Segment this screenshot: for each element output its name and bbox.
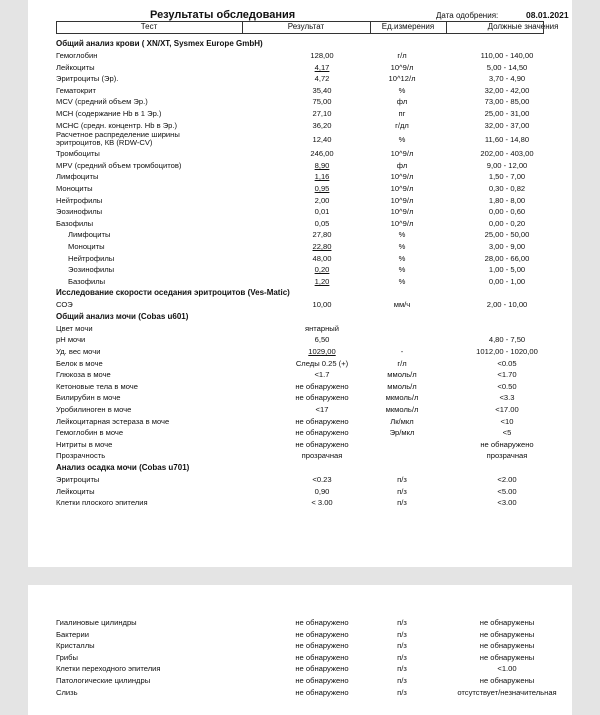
unit-value: ммоль/л bbox=[387, 370, 417, 380]
table-row bbox=[56, 62, 544, 74]
test-name: Эритроциты (Эр). bbox=[56, 74, 119, 84]
test-name: Прозрачность bbox=[56, 451, 106, 461]
reference-range: 73,00 - 85,00 bbox=[484, 97, 530, 107]
test-name: Слизь bbox=[56, 687, 78, 697]
table-row bbox=[56, 450, 544, 462]
test-name: Нейтрофилы bbox=[68, 253, 115, 263]
unit-value: п/з bbox=[397, 475, 407, 484]
col-divider bbox=[56, 22, 57, 33]
test-name: Белок в моче bbox=[56, 358, 103, 368]
test-name: Уробилиноген в моче bbox=[56, 405, 132, 415]
table-row bbox=[56, 652, 544, 664]
unit-value: п/з bbox=[397, 675, 407, 685]
reference-range: 5,00 - 14,50 bbox=[486, 62, 528, 72]
unit-value: 10^9/л bbox=[390, 218, 414, 228]
result-value: 0,05 bbox=[314, 218, 330, 228]
table-row bbox=[56, 392, 544, 404]
table-row bbox=[56, 108, 544, 120]
header-bottom-rule bbox=[56, 33, 544, 34]
reference-range: 0,00 - 0,20 bbox=[488, 218, 526, 228]
reference-range: <1.00 bbox=[497, 664, 517, 674]
table-row bbox=[56, 640, 544, 652]
unit-value: 10^9/л bbox=[390, 172, 414, 182]
unit-value: 10^9/л bbox=[390, 62, 414, 72]
unit-value: п/з bbox=[397, 687, 407, 697]
unit-value: Лк/мкл bbox=[390, 416, 414, 426]
unit-value: Эр/мкл bbox=[389, 428, 415, 438]
result-value: 8,90 bbox=[314, 160, 330, 170]
reference-range: <1.70 bbox=[497, 370, 517, 380]
approval-date-label: Дата одобрения: bbox=[436, 11, 499, 20]
result-value: не обнаружено bbox=[295, 629, 349, 639]
test-name: pH мочи bbox=[56, 335, 86, 345]
reference-range: <0.05 bbox=[497, 358, 517, 368]
reference-range: 9,00 - 12,00 bbox=[486, 160, 528, 170]
reference-range: не обнаружены bbox=[479, 675, 535, 685]
reference-range: 1,80 - 8,00 bbox=[488, 195, 526, 205]
table-row bbox=[56, 663, 544, 675]
result-value: не обнаружено bbox=[295, 618, 349, 627]
test-name: Гиалиновые цилиндры bbox=[56, 618, 137, 627]
table-row bbox=[56, 299, 544, 311]
col-divider bbox=[370, 22, 371, 33]
unit-value: п/з bbox=[397, 641, 407, 651]
col-divider bbox=[543, 22, 544, 33]
result-value: 0,95 bbox=[314, 183, 330, 193]
test-name: Клетки переходного эпителия bbox=[56, 664, 161, 674]
result-value: 1,20 bbox=[314, 276, 330, 286]
unit-value: % bbox=[398, 265, 406, 275]
table-row bbox=[56, 183, 544, 195]
test-name: Лейкоциты bbox=[56, 486, 95, 496]
table-row bbox=[56, 148, 544, 160]
unit-value: - bbox=[400, 347, 404, 357]
result-value: не обнаружено bbox=[295, 641, 349, 651]
reference-range: <0.50 bbox=[497, 381, 517, 391]
unit-value: % bbox=[398, 241, 406, 251]
result-value: 128,00 bbox=[310, 51, 334, 60]
unit-value: п/з bbox=[397, 498, 407, 508]
col-result: Результат bbox=[287, 22, 325, 31]
result-value: 27,10 bbox=[312, 108, 332, 118]
result-value: 4,72 bbox=[314, 74, 330, 84]
test-name: Кетоновые тела в моче bbox=[56, 381, 138, 391]
test-name: Эозинофилы bbox=[56, 207, 103, 217]
reference-range: 202,00 - 403,00 bbox=[480, 149, 534, 159]
reference-range: <3.3 bbox=[499, 393, 515, 403]
table-row bbox=[56, 96, 544, 108]
test-name: MCHC (средн. концентр. Hb в Эр.) bbox=[56, 120, 178, 130]
reference-range: <5 bbox=[502, 428, 512, 438]
result-value: 36,20 bbox=[312, 120, 332, 130]
test-name: Гемоглобин bbox=[56, 51, 98, 60]
test-name: Грибы bbox=[56, 652, 78, 662]
table-row bbox=[56, 241, 544, 253]
test-name: MCV (средний объем Эр.) bbox=[56, 97, 148, 107]
reference-range: 2,00 - 10,00 bbox=[486, 300, 528, 310]
table-row bbox=[56, 486, 544, 498]
test-name: Базофилы bbox=[68, 276, 106, 286]
reference-range: 1012,00 - 1020,00 bbox=[476, 347, 538, 357]
test-name: СОЭ bbox=[56, 300, 73, 310]
unit-value: п/з bbox=[397, 664, 407, 674]
report-page-1 bbox=[28, 0, 572, 567]
result-value: 27,80 bbox=[312, 230, 332, 240]
reference-range: 25,00 - 31,00 bbox=[484, 108, 530, 118]
column-headers bbox=[56, 22, 559, 33]
table-row bbox=[56, 474, 544, 486]
test-name: Глюкоза в моче bbox=[56, 370, 111, 380]
reference-range: <17.00 bbox=[495, 405, 519, 415]
result-value: 0,90 bbox=[314, 486, 330, 496]
reference-range: не обнаружены bbox=[479, 652, 535, 662]
unit-value: 10^9/л bbox=[390, 183, 414, 193]
reference-range: 0,00 - 0,60 bbox=[488, 207, 526, 217]
result-value: Следы 0.25 (+) bbox=[295, 358, 349, 368]
test-name: Моноциты bbox=[68, 241, 105, 251]
reference-range: <3.00 bbox=[497, 498, 517, 508]
test-name: Клетки плоского эпителия bbox=[56, 498, 148, 508]
test-name: Базофилы bbox=[56, 218, 94, 228]
reference-range: <10 bbox=[500, 416, 514, 426]
results-table bbox=[56, 38, 544, 509]
table-row bbox=[56, 50, 544, 62]
result-value: 35,40 bbox=[312, 85, 332, 95]
result-value: 22,80 bbox=[312, 241, 332, 251]
table-row bbox=[56, 131, 544, 148]
reference-range: 4,80 - 7,50 bbox=[488, 335, 526, 345]
result-value: 6,50 bbox=[314, 335, 330, 345]
unit-value: мм/ч bbox=[393, 300, 411, 310]
result-value: 2,00 bbox=[314, 195, 330, 205]
result-value: не обнаружено bbox=[295, 664, 349, 674]
table-row bbox=[56, 629, 544, 641]
test-name: Гемоглобин в моче bbox=[56, 428, 124, 438]
result-value: <1.7 bbox=[314, 370, 330, 380]
unit-value: п/з bbox=[397, 618, 407, 627]
test-name: Патологические цилиндры bbox=[56, 675, 151, 685]
table-row bbox=[56, 206, 544, 218]
approval-date-value: 08.01.2021 bbox=[526, 10, 569, 20]
unit-value: % bbox=[398, 85, 406, 95]
unit-value: % bbox=[398, 276, 406, 286]
table-row bbox=[56, 171, 544, 183]
unit-value: ммоль/л bbox=[387, 381, 417, 391]
unit-value: % bbox=[398, 253, 406, 263]
table-row bbox=[56, 404, 544, 416]
reference-range: 32,00 - 37,00 bbox=[484, 120, 530, 130]
unit-value: 10^9/л bbox=[390, 207, 414, 217]
test-name-line: Расчетное распределение ширины bbox=[56, 130, 180, 140]
table-row bbox=[56, 253, 544, 265]
col-unit: Ед.измерения bbox=[381, 22, 435, 31]
unit-value: 10^9/л bbox=[390, 149, 414, 159]
unit-value: мкмоль/л bbox=[385, 405, 419, 415]
section-title: Анализ осадка мочи (Cobas u701) bbox=[56, 463, 190, 472]
result-value: 12,40 bbox=[312, 135, 332, 145]
result-value: 75,00 bbox=[312, 97, 332, 107]
reference-range: <5.00 bbox=[497, 486, 517, 496]
unit-value: п/з bbox=[397, 629, 407, 639]
unit-value: фл bbox=[396, 160, 408, 170]
section-title: Общий анализ мочи (Cobas u601) bbox=[56, 311, 189, 321]
test-name: Лимфоциты bbox=[56, 172, 99, 182]
table-row bbox=[56, 427, 544, 439]
table-row bbox=[56, 276, 544, 288]
table-row bbox=[56, 85, 544, 97]
test-name: Уд. вес мочи bbox=[56, 347, 101, 357]
reference-range: 28,00 - 66,00 bbox=[484, 253, 530, 263]
unit-value: фл bbox=[396, 97, 408, 107]
section-title: Общий анализ крови ( XN/XT, Sysmex Europe GmbH) bbox=[56, 39, 263, 48]
table-row bbox=[56, 381, 544, 393]
unit-value: г/л bbox=[397, 358, 407, 368]
test-name: Эозинофилы bbox=[68, 265, 115, 275]
test-name: Нейтрофилы bbox=[56, 195, 103, 205]
reference-range: 3,70 - 4,90 bbox=[488, 74, 526, 84]
result-value: 0,01 bbox=[314, 207, 330, 217]
result-value: не обнаружено bbox=[295, 687, 349, 697]
result-value: не обнаружено bbox=[295, 393, 349, 403]
table-row bbox=[56, 218, 544, 230]
table-row bbox=[56, 264, 544, 276]
col-reference: Должные значения bbox=[487, 22, 559, 31]
reference-range: не обнаружены bbox=[479, 629, 535, 639]
reference-range: 11,60 - 14,80 bbox=[484, 135, 530, 145]
table-row bbox=[56, 73, 544, 85]
unit-value: 10^12/л bbox=[388, 74, 416, 84]
col-divider bbox=[242, 22, 243, 33]
test-name-line: эритроцитов, КВ (RDW-CV) bbox=[56, 138, 153, 148]
test-name: Кристаллы bbox=[56, 641, 95, 651]
result-value: 246,00 bbox=[310, 149, 334, 159]
reference-range: 3,00 - 9,00 bbox=[488, 241, 526, 251]
unit-value: п/з bbox=[397, 652, 407, 662]
reference-range: не обнаружены bbox=[479, 641, 535, 651]
result-value: <0.23 bbox=[312, 475, 332, 484]
reference-range: 0,00 - 1,00 bbox=[488, 276, 526, 286]
result-value: 4,17 bbox=[314, 62, 330, 72]
result-value: не обнаружено bbox=[295, 439, 349, 449]
result-value: прозрачная bbox=[301, 451, 343, 461]
test-name: MPV (средний объем тромбоцитов) bbox=[56, 160, 182, 170]
test-name: Лейкоцитарная эстераза в моче bbox=[56, 416, 170, 426]
table-row bbox=[56, 323, 544, 335]
result-value: не обнаружено bbox=[295, 416, 349, 426]
result-value: не обнаружено bbox=[295, 428, 349, 438]
test-name: Нитриты в моче bbox=[56, 439, 113, 449]
result-value: <17 bbox=[315, 405, 329, 415]
result-value: 0,20 bbox=[314, 265, 330, 275]
reference-range: прозрачная bbox=[486, 451, 528, 461]
table-row bbox=[56, 687, 557, 699]
table-row bbox=[56, 195, 544, 207]
reference-range: <2.00 bbox=[497, 475, 517, 484]
section-title: Исследование скорости оседания эритроцитов (Ves-Matic) bbox=[56, 288, 290, 298]
report-title: Результаты обследования bbox=[150, 9, 296, 21]
table-row bbox=[56, 334, 544, 346]
reference-range: 32,00 - 42,00 bbox=[484, 85, 530, 95]
result-value: 48,00 bbox=[312, 253, 332, 263]
test-name bbox=[56, 131, 180, 147]
test-name: Тромбоциты bbox=[56, 149, 100, 159]
table-row bbox=[56, 416, 544, 428]
test-name: MCH (содержание Hb в 1 Эр.) bbox=[56, 108, 162, 118]
test-name: Цвет мочи bbox=[56, 323, 93, 333]
reference-range: 1,00 - 5,00 bbox=[488, 265, 526, 275]
results-table-continued bbox=[56, 617, 557, 698]
result-value: не обнаружено bbox=[295, 652, 349, 662]
col-divider bbox=[446, 22, 447, 33]
test-name: Билирубин в моче bbox=[56, 393, 121, 403]
report-header bbox=[56, 8, 569, 36]
col-test: Тест bbox=[140, 22, 158, 31]
unit-value: % bbox=[398, 230, 406, 240]
result-value: < 3.00 bbox=[311, 498, 333, 508]
table-row bbox=[56, 358, 544, 370]
unit-value: мкмоль/л bbox=[385, 393, 419, 403]
table-row bbox=[56, 617, 544, 629]
result-value: не обнаружено bbox=[295, 381, 349, 391]
unit-value: пг bbox=[398, 108, 406, 118]
reference-range: 0,30 - 0,82 bbox=[488, 183, 526, 193]
test-name: Лейкоциты bbox=[56, 62, 95, 72]
report-page-2 bbox=[28, 585, 572, 715]
unit-value: г/дл bbox=[395, 120, 409, 130]
result-value: янтарный bbox=[304, 323, 340, 333]
test-name: Бактерии bbox=[56, 629, 89, 639]
test-name: Лимфоциты bbox=[68, 230, 111, 240]
test-name: Гематокрит bbox=[56, 85, 96, 95]
reference-range: 1,50 - 7,00 bbox=[488, 172, 526, 182]
result-value: 10,00 bbox=[312, 300, 332, 310]
unit-value: % bbox=[398, 135, 406, 145]
result-value: 1,16 bbox=[314, 172, 330, 182]
table-row bbox=[56, 675, 544, 687]
test-name: Моноциты bbox=[56, 183, 93, 193]
reference-range: отсутствует/незначительная bbox=[457, 687, 557, 697]
unit-value: п/з bbox=[397, 486, 407, 496]
result-value: не обнаружено bbox=[295, 675, 349, 685]
table-row bbox=[56, 439, 544, 451]
table-row bbox=[56, 369, 544, 381]
table-row bbox=[56, 497, 544, 509]
reference-range: 110,00 - 140,00 bbox=[480, 51, 534, 60]
table-row bbox=[56, 346, 544, 358]
reference-range: не обнаружены bbox=[479, 618, 535, 627]
table-row bbox=[56, 160, 544, 172]
reference-range: 25,00 - 50,00 bbox=[484, 230, 530, 240]
result-value: 1029,00 bbox=[308, 347, 336, 357]
test-name: Эритроциты bbox=[56, 475, 100, 484]
unit-value: 10^9/л bbox=[390, 195, 414, 205]
unit-value: г/л bbox=[397, 51, 407, 60]
reference-range: не обнаружено bbox=[480, 439, 534, 449]
table-row bbox=[56, 229, 544, 241]
